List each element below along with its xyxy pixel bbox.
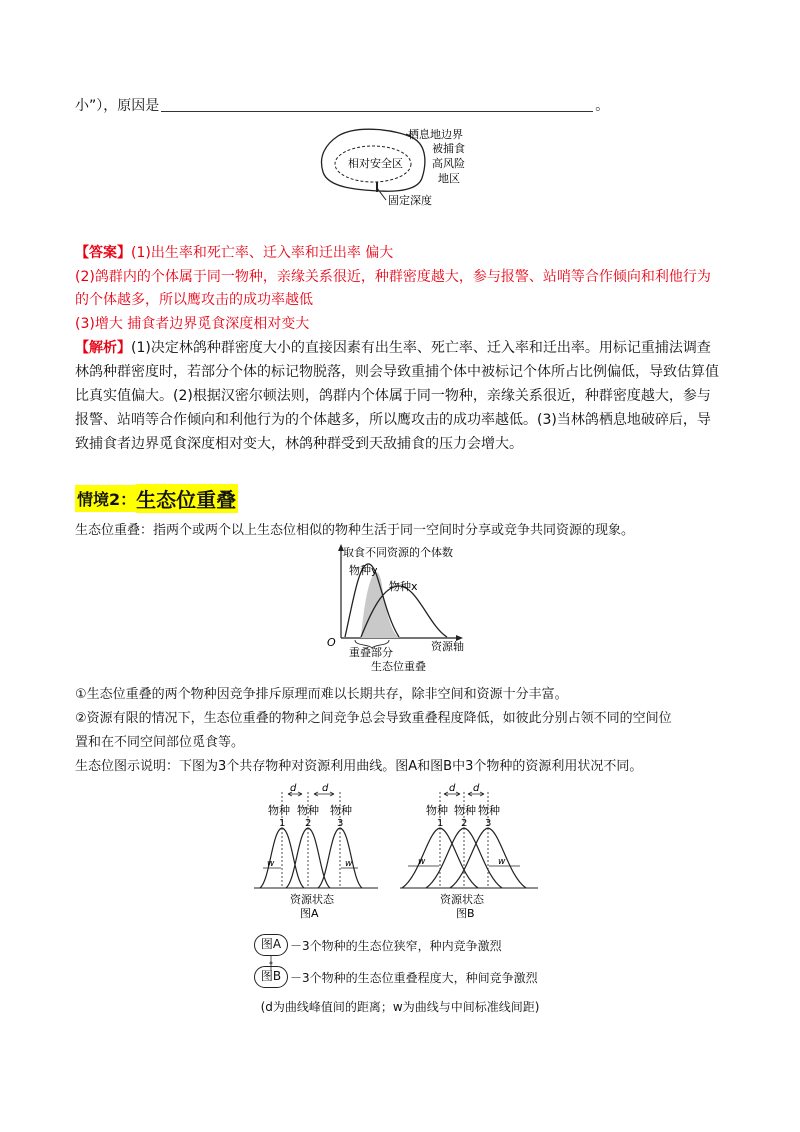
niche-overlap-chart <box>325 542 475 672</box>
fig-a-w-2: w <box>345 859 353 869</box>
analysis-line-5: 致捕食者边界觅食深度相对变大，林鸽种群受到天敌捕食的压力会增大。 <box>75 436 523 452</box>
analysis-line-2: 林鸽种群密度时，若部分个体的标记物脱落，则会导致重捕个体中被标记个体所占比例偏低，导致估算值 <box>75 364 719 380</box>
fig-a-caption: 图A <box>300 907 319 920</box>
label-boundary: 栖息地边界 <box>408 128 463 141</box>
chart-xlabel: 资源轴 <box>431 640 464 653</box>
answer-line-4: (3)增大 捕食者边界觅食深度相对变大 <box>75 316 310 332</box>
point-1: ①生态位重叠的两个物种因竞争排斥原理而难以长期共存，除非空间和资源十分丰富。 <box>75 687 568 702</box>
fig-b-d-2: d <box>473 783 480 794</box>
fig-a-species-3: 物种 <box>330 804 352 817</box>
fig-a-n1: 1 <box>279 818 286 829</box>
chart-ylabel: 取食不同资源的个体数 <box>343 546 453 559</box>
fig-b-d-1: d <box>449 783 456 794</box>
fig-a-xlabel: 资源状态 <box>290 893 334 906</box>
answer-line-1 <box>75 243 735 263</box>
label-prey-1: 被捕食 <box>432 142 465 155</box>
reason-suffix: 。 <box>595 98 610 114</box>
analysis-tag: 【解析】 <box>75 340 131 356</box>
definition-text: 生态位重叠：指两个或两个以上生态位相似的物种生活于同一空间时分享或竞争共同资源的现象。 <box>75 523 635 538</box>
chart-caption: 生态位重叠 <box>371 660 426 672</box>
analysis-line-1 <box>75 338 735 358</box>
fig-a-w-1: w <box>267 859 275 869</box>
analysis-line-3: 比真实值偏大。(2)根据汉密尔顿法则，鸽群内个体属于同一物种，亲缘关系很近，种群密度越大，参与 <box>75 388 711 404</box>
fig-b-w-1: w <box>418 857 426 867</box>
answer-blank-line <box>75 96 735 116</box>
fig-a-d-1: d <box>290 783 297 794</box>
chart-origin: O <box>327 636 336 649</box>
section-title: 生态位重叠 <box>136 484 238 513</box>
fig-a-n2: 2 <box>305 818 312 829</box>
answer-line-3: 的个体越多，所以鹰攻击的成功率越低 <box>75 292 313 308</box>
legend-text-b: －3个物种的生态位重叠程度大，种间竞争激烈 <box>290 971 538 985</box>
label-fixed-depth: 固定深度 <box>388 194 432 207</box>
legend-badge-b: 图B <box>254 966 288 988</box>
point-3: 生态位图示说明：下图为3个共存物种对资源利用曲线。图A和图B中3个物种的资源利用状况不同。 <box>75 759 643 774</box>
fig-b-caption: 图B <box>456 907 475 920</box>
section-heading <box>75 484 238 512</box>
answer-text-1: (1)出生率和死亡率、迁入率和迁出率 偏大 <box>131 245 394 261</box>
label-prey-2: 高风险 <box>432 157 465 170</box>
series-label-y: 物种y <box>349 564 378 577</box>
point-2b: 置和在不同空间部位觅食等。 <box>75 735 245 750</box>
answer-tag: 【答案】 <box>75 245 131 261</box>
fig-a-species-1: 物种 <box>268 804 290 817</box>
analysis-line-4: 报警、站哨等合作倾向和利他行为的个体越多，所以鹰攻击的成功率越低。(3)当林鸽栖息地破碎后，导 <box>75 412 711 428</box>
habitat-diagram <box>318 126 508 208</box>
fig-b-xlabel: 资源状态 <box>440 893 484 906</box>
point-2a: ②资源有限的情况下，生态位重叠的物种之间竞争总会导致重叠程度降低，如彼此分别占领不同的空间位 <box>75 711 672 726</box>
fig-b-species-1: 物种 <box>426 804 448 817</box>
series-label-x: 物种x <box>389 580 418 593</box>
fig-b-species-3: 物种 <box>478 804 500 817</box>
answer-line-2: (2)鸽群内的个体属于同一物种，亲缘关系很近，种群密度越大，参与报警、站哨等合作倾向和利他行为 <box>75 269 711 285</box>
fig-b-n1: 1 <box>437 818 444 829</box>
section-label: 情境2： <box>75 485 136 512</box>
overlap-label: 重叠部分 <box>349 646 393 659</box>
fig-a-species-2: 物种 <box>297 804 319 817</box>
reason-prefix: 小”），原因是 <box>75 98 160 114</box>
analysis-text-1: (1)决定林鸽种群密度大小的直接因素有出生率、死亡率、迁入率和迁出率。用标记重捕法调查 <box>131 340 711 356</box>
fig-b-n3: 3 <box>485 818 492 829</box>
fig-b-n2: 2 <box>461 818 468 829</box>
fig-a-d-2: d <box>322 783 329 794</box>
legend-text-a: －3个物种的生态位狭窄，种内竞争激烈 <box>290 939 502 953</box>
fig-b-species-2: 物种 <box>454 804 476 817</box>
figure-b <box>398 780 540 920</box>
fig-b-w-2: w <box>498 857 506 867</box>
label-safe-zone: 相对安全区 <box>348 157 403 170</box>
figure-a <box>252 780 382 920</box>
label-prey-3: 地区 <box>438 172 460 185</box>
answer-blank <box>161 97 593 112</box>
legend-badge-a: 图A <box>254 934 288 956</box>
legend-note: (d为曲线峰值间的距离；w为曲线与中间标准线间距) <box>260 1000 540 1014</box>
fig-a-n3: 3 <box>337 818 344 829</box>
